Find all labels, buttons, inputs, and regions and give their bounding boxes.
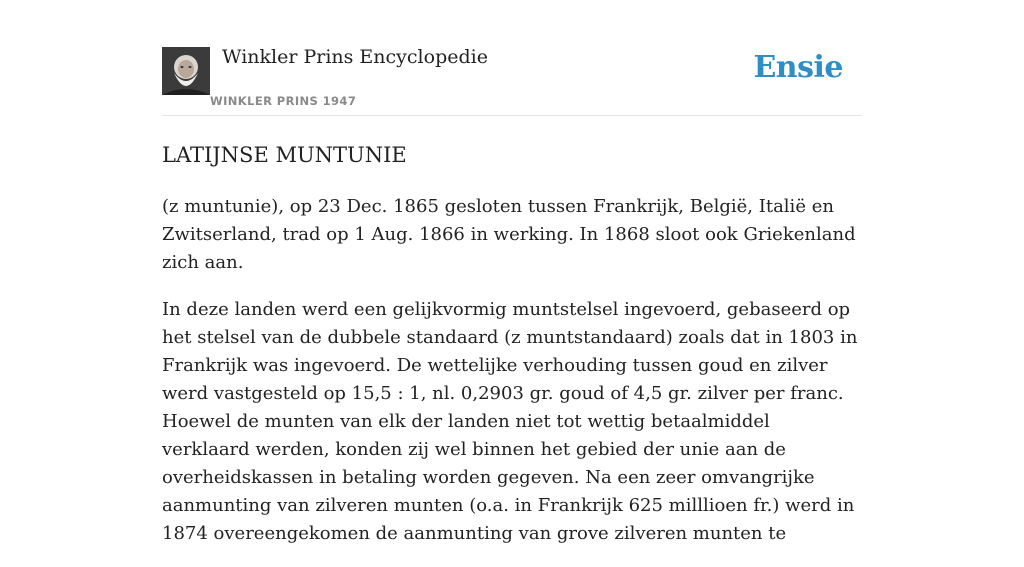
- author-avatar[interactable]: [162, 47, 210, 95]
- brand-logo[interactable]: Ensie: [753, 50, 843, 85]
- article-title: LATIJNSE MUNTUNIE: [162, 143, 407, 167]
- article-paragraph-2: In deze landen werd een gelijkvormig muntstelsel ingevoerd, gebaseerd op het stelsel van de dubbele standaard (z muntstandaard) zoals dat in 1803 in Frankrijk was ingevoerd. De wettelijke verhouding tussen goud en zilver werd vastgesteld op 15,5 : 1, nl. 0,2903 gr. goud of 4,5 gr. zilver per franc. Hoewel de munten van elk der landen niet tot wettig betaalmiddel verklaard werden, konden zij wel binnen het gebied der unie aan de overheidskassen in betaling worden gegeven. Na een zeer omvangrijke aanmunting van zilveren munten (o.a. in Frankrijk 625 milllioen fr.) werd in 1874 overeengekomen de aanmunting van grove zilveren munten te: [162, 299, 858, 544]
- article-paragraph-1: (z muntunie), op 23 Dec. 1865 gesloten tussen Frankrijk, België, Italië en Zwitserland, trad op 1 Aug. 1866 in werking. In 1868 sloot ook Griekenland zich aan.: [162, 196, 856, 273]
- portrait-icon: [162, 47, 210, 95]
- source-subtitle[interactable]: WINKLER PRINS 1947: [210, 94, 357, 108]
- header: [162, 0, 862, 116]
- article: [162, 140, 862, 567]
- source-title[interactable]: Winkler Prins Encyclopedie: [222, 46, 488, 68]
